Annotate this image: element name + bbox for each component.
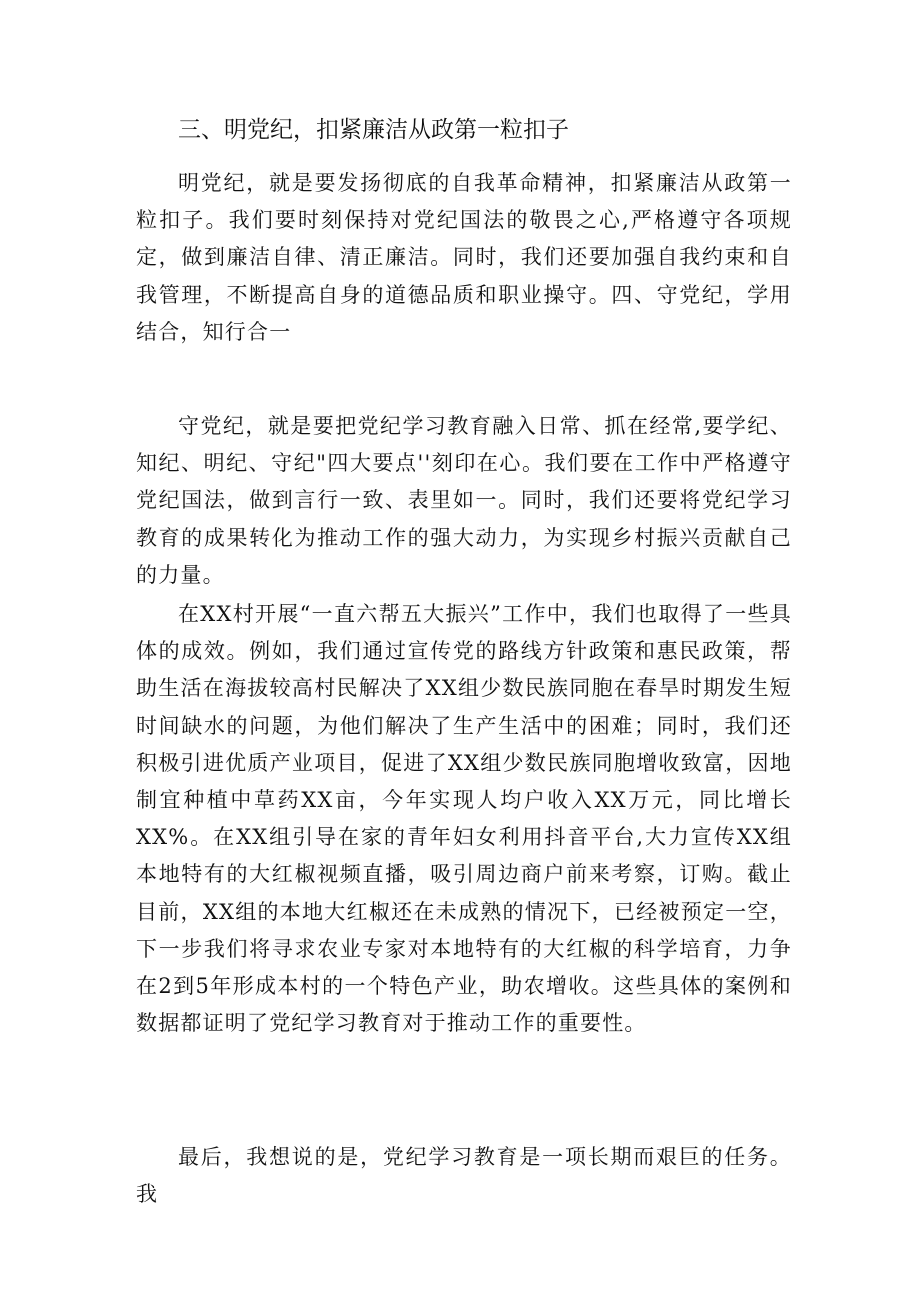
section-heading: 三、明党纪，扣紧廉洁从政第一粒扣子 — [178, 117, 569, 143]
paragraph-shou-dangji: 守党纪，就是要把党纪学习教育融入日常、抓在经常,要学纪、知纪、明纪、守纪"四大要点''刻印在心。我们要在工作中严格遵守党纪国法，做到言行一致、表里如一。同时，我们还要将党纪学习教育的成果转化为推动工作的强大动力，为实现乡村振兴贡献自己的力量。 — [136, 414, 792, 587]
paragraph-village-results: 在XX村开展“一直六帮五大振兴”工作中，我们也取得了一些具体的成效。例如，我们通过宣传党的路线方针政策和惠民政策，帮助生活在海拔较高村民解决了XX组少数民族同胞在春旱时期发生短时间缺水的问题，为他们解决了生产生活中的困难；同时，我们还积极引进优质产业项目，促进了XX组少数民族同胞增收致富，因地制宜种植中草药XX亩，今年实现人均户收入XX万元，同比增长XX%。在XX组引导在家的青年妇女利用抖音平台,大力宣传XX组本地特有的大红椒视频直播，吸引周边商户前来考察，订购。截止目前，XX组的本地大红椒还在未成熟的情况下，已经被预定一空，下一步我们将寻求农业专家对本地特有的大红椒的科学培育，力争在2到5年形成本村的一个特色产业，助农增收。这些具体的案例和数据都证明了党纪学习教育对于推动工作的重要性。 — [136, 602, 792, 1036]
paragraph-conclusion: 最后，我想说的是，党纪学习教育是一项长期而艰巨的任务。我 — [136, 1145, 792, 1207]
paragraph-ming-dangji: 明党纪，就是要发扬彻底的自我革命精神，扣紧廉洁从政第一粒扣子。我们要时刻保持对党纪国法的敬畏之心,严格遵守各项规定，做到廉洁自律、清正廉洁。同时，我们还要加强自我约束和自我管理，不断提高自身的道德品质和职业操守。四、守党纪，学用结合，知行合一 — [136, 171, 792, 344]
